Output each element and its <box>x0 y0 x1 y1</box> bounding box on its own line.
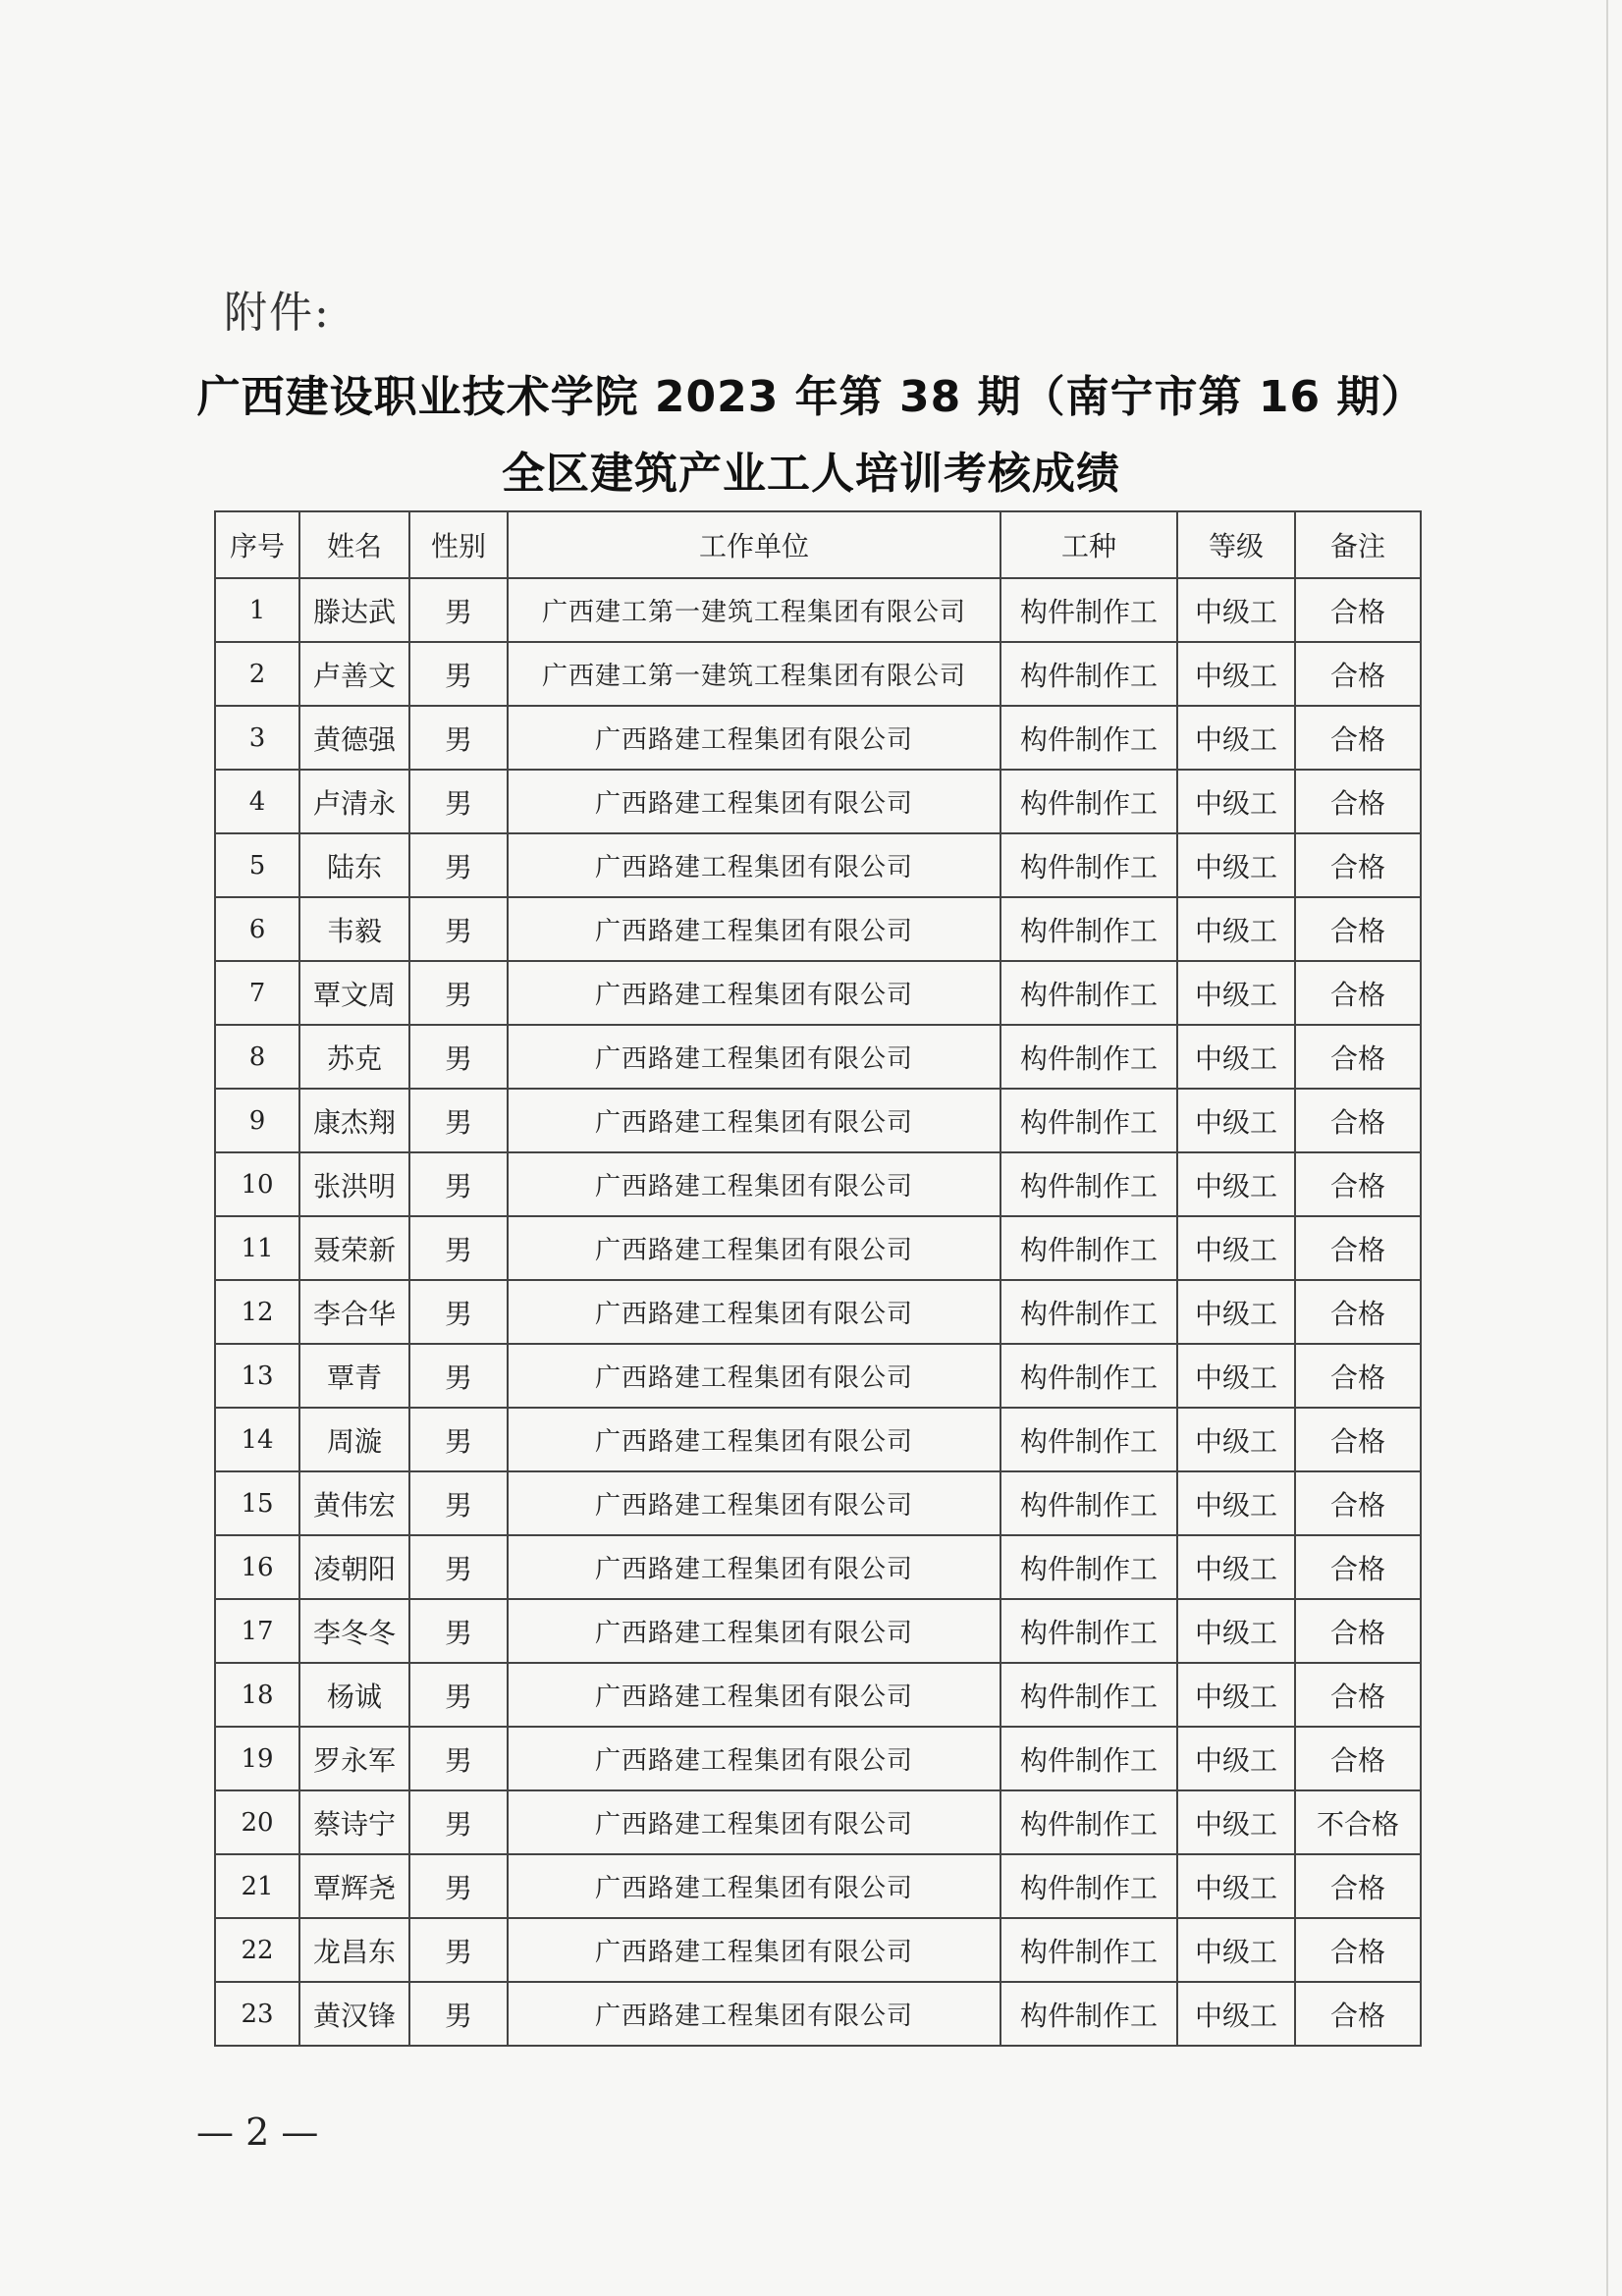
cell-employer: 广西路建工程集团有限公司 <box>508 833 1000 897</box>
cell-level: 中级工 <box>1177 1408 1295 1471</box>
cell-remark: 合格 <box>1295 1216 1421 1280</box>
cell-index: 4 <box>215 770 299 833</box>
cell-level: 中级工 <box>1177 1025 1295 1089</box>
cell-remark: 合格 <box>1295 770 1421 833</box>
cell-gender: 男 <box>409 1216 508 1280</box>
cell-gender: 男 <box>409 1982 508 2046</box>
table-row <box>215 897 1421 961</box>
cell-gender: 男 <box>409 1599 508 1663</box>
cell-gender: 男 <box>409 1790 508 1854</box>
cell-level: 中级工 <box>1177 706 1295 770</box>
cell-employer: 广西路建工程集团有限公司 <box>508 1854 1000 1918</box>
cell-index: 13 <box>215 1344 299 1408</box>
cell-trade: 构件制作工 <box>1000 706 1177 770</box>
header-employer: 工作单位 <box>508 511 1000 578</box>
cell-employer: 广西路建工程集团有限公司 <box>508 1599 1000 1663</box>
cell-gender: 男 <box>409 1918 508 1982</box>
cell-employer: 广西路建工程集团有限公司 <box>508 1089 1000 1152</box>
cell-level: 中级工 <box>1177 1535 1295 1599</box>
cell-remark: 合格 <box>1295 833 1421 897</box>
cell-trade: 构件制作工 <box>1000 1918 1177 1982</box>
table-row <box>215 706 1421 770</box>
cell-level: 中级工 <box>1177 1089 1295 1152</box>
cell-remark: 合格 <box>1295 1408 1421 1471</box>
cell-trade: 构件制作工 <box>1000 1663 1177 1727</box>
cell-remark: 合格 <box>1295 1471 1421 1535</box>
cell-name: 李冬冬 <box>299 1599 409 1663</box>
table-row <box>215 578 1421 642</box>
cell-trade: 构件制作工 <box>1000 770 1177 833</box>
cell-gender: 男 <box>409 1089 508 1152</box>
cell-index: 14 <box>215 1408 299 1471</box>
cell-index: 16 <box>215 1535 299 1599</box>
cell-trade: 构件制作工 <box>1000 1727 1177 1790</box>
cell-name: 龙昌东 <box>299 1918 409 1982</box>
table-row <box>215 1408 1421 1471</box>
cell-remark: 合格 <box>1295 1535 1421 1599</box>
cell-level: 中级工 <box>1177 1727 1295 1790</box>
cell-trade: 构件制作工 <box>1000 578 1177 642</box>
cell-index: 3 <box>215 706 299 770</box>
cell-remark: 合格 <box>1295 642 1421 706</box>
header-index: 序号 <box>215 511 299 578</box>
cell-employer: 广西路建工程集团有限公司 <box>508 897 1000 961</box>
cell-trade: 构件制作工 <box>1000 1471 1177 1535</box>
cell-index: 12 <box>215 1280 299 1344</box>
cell-employer: 广西路建工程集团有限公司 <box>508 1025 1000 1089</box>
page-number: — 2 — <box>196 2110 319 2154</box>
cell-level: 中级工 <box>1177 770 1295 833</box>
cell-trade: 构件制作工 <box>1000 1089 1177 1152</box>
cell-employer: 广西路建工程集团有限公司 <box>508 1152 1000 1216</box>
table-row <box>215 833 1421 897</box>
cell-level: 中级工 <box>1177 642 1295 706</box>
cell-gender: 男 <box>409 642 508 706</box>
cell-remark: 不合格 <box>1295 1790 1421 1854</box>
cell-trade: 构件制作工 <box>1000 897 1177 961</box>
cell-level: 中级工 <box>1177 833 1295 897</box>
cell-gender: 男 <box>409 897 508 961</box>
table-row <box>215 1471 1421 1535</box>
cell-employer: 广西路建工程集团有限公司 <box>508 1344 1000 1408</box>
cell-name: 覃文周 <box>299 961 409 1025</box>
cell-name: 张洪明 <box>299 1152 409 1216</box>
cell-index: 11 <box>215 1216 299 1280</box>
cell-trade: 构件制作工 <box>1000 1599 1177 1663</box>
header-level: 等级 <box>1177 511 1295 578</box>
table-row <box>215 1280 1421 1344</box>
table-row <box>215 1854 1421 1918</box>
cell-employer: 广西路建工程集团有限公司 <box>508 1727 1000 1790</box>
cell-gender: 男 <box>409 1854 508 1918</box>
table-row <box>215 1982 1421 2046</box>
cell-name: 黄汉锋 <box>299 1982 409 2046</box>
cell-level: 中级工 <box>1177 1471 1295 1535</box>
cell-trade: 构件制作工 <box>1000 1408 1177 1471</box>
cell-remark: 合格 <box>1295 1025 1421 1089</box>
table-row <box>215 1089 1421 1152</box>
cell-employer: 广西路建工程集团有限公司 <box>508 1280 1000 1344</box>
cell-employer: 广西路建工程集团有限公司 <box>508 1535 1000 1599</box>
table-row <box>215 1025 1421 1089</box>
cell-trade: 构件制作工 <box>1000 1982 1177 2046</box>
cell-index: 10 <box>215 1152 299 1216</box>
cell-employer: 广西路建工程集团有限公司 <box>508 770 1000 833</box>
cell-gender: 男 <box>409 578 508 642</box>
cell-trade: 构件制作工 <box>1000 1216 1177 1280</box>
table-row <box>215 770 1421 833</box>
cell-trade: 构件制作工 <box>1000 1854 1177 1918</box>
cell-index: 20 <box>215 1790 299 1854</box>
cell-gender: 男 <box>409 1471 508 1535</box>
cell-index: 5 <box>215 833 299 897</box>
cell-gender: 男 <box>409 770 508 833</box>
page-edge-line <box>1606 0 1608 2296</box>
cell-employer: 广西路建工程集团有限公司 <box>508 1982 1000 2046</box>
header-remark: 备注 <box>1295 511 1421 578</box>
cell-name: 蔡诗宁 <box>299 1790 409 1854</box>
cell-level: 中级工 <box>1177 1152 1295 1216</box>
table-row <box>215 1152 1421 1216</box>
cell-index: 6 <box>215 897 299 961</box>
cell-gender: 男 <box>409 1344 508 1408</box>
cell-employer: 广西路建工程集团有限公司 <box>508 1216 1000 1280</box>
cell-level: 中级工 <box>1177 1599 1295 1663</box>
cell-name: 陆东 <box>299 833 409 897</box>
cell-employer: 广西路建工程集团有限公司 <box>508 1918 1000 1982</box>
cell-remark: 合格 <box>1295 578 1421 642</box>
cell-employer: 广西路建工程集团有限公司 <box>508 1408 1000 1471</box>
cell-gender: 男 <box>409 961 508 1025</box>
attachment-label: 附件: <box>224 288 331 338</box>
cell-remark: 合格 <box>1295 1663 1421 1727</box>
table-row <box>215 642 1421 706</box>
cell-employer: 广西路建工程集团有限公司 <box>508 706 1000 770</box>
cell-level: 中级工 <box>1177 1982 1295 2046</box>
cell-gender: 男 <box>409 1280 508 1344</box>
cell-index: 22 <box>215 1918 299 1982</box>
cell-level: 中级工 <box>1177 1663 1295 1727</box>
cell-name: 卢善文 <box>299 642 409 706</box>
cell-gender: 男 <box>409 1152 508 1216</box>
cell-remark: 合格 <box>1295 1599 1421 1663</box>
cell-trade: 构件制作工 <box>1000 1280 1177 1344</box>
cell-remark: 合格 <box>1295 1344 1421 1408</box>
cell-trade: 构件制作工 <box>1000 833 1177 897</box>
cell-level: 中级工 <box>1177 578 1295 642</box>
cell-name: 覃辉尧 <box>299 1854 409 1918</box>
cell-remark: 合格 <box>1295 897 1421 961</box>
table-row <box>215 961 1421 1025</box>
cell-employer: 广西路建工程集团有限公司 <box>508 1471 1000 1535</box>
cell-level: 中级工 <box>1177 1854 1295 1918</box>
cell-name: 李合华 <box>299 1280 409 1344</box>
table-body <box>215 578 1421 2046</box>
cell-name: 卢清永 <box>299 770 409 833</box>
cell-level: 中级工 <box>1177 1216 1295 1280</box>
cell-gender: 男 <box>409 1408 508 1471</box>
table-row <box>215 1535 1421 1599</box>
cell-index: 7 <box>215 961 299 1025</box>
cell-name: 周漩 <box>299 1408 409 1471</box>
results-table <box>214 510 1422 2047</box>
cell-remark: 合格 <box>1295 1280 1421 1344</box>
cell-index: 18 <box>215 1663 299 1727</box>
document-title: 广西建设职业技术学院 2023 年第 38 期（南宁市第 16 期） <box>196 372 1426 422</box>
table-row <box>215 1663 1421 1727</box>
cell-index: 23 <box>215 1982 299 2046</box>
cell-name: 聂荣新 <box>299 1216 409 1280</box>
cell-name: 黄伟宏 <box>299 1471 409 1535</box>
cell-index: 1 <box>215 578 299 642</box>
cell-remark: 合格 <box>1295 1918 1421 1982</box>
cell-index: 2 <box>215 642 299 706</box>
table-row <box>215 1727 1421 1790</box>
cell-trade: 构件制作工 <box>1000 961 1177 1025</box>
cell-employer: 广西路建工程集团有限公司 <box>508 1790 1000 1854</box>
cell-remark: 合格 <box>1295 1982 1421 2046</box>
cell-gender: 男 <box>409 1535 508 1599</box>
cell-trade: 构件制作工 <box>1000 1344 1177 1408</box>
cell-trade: 构件制作工 <box>1000 1025 1177 1089</box>
header-name: 姓名 <box>299 511 409 578</box>
cell-name: 凌朝阳 <box>299 1535 409 1599</box>
cell-trade: 构件制作工 <box>1000 642 1177 706</box>
cell-index: 9 <box>215 1089 299 1152</box>
cell-index: 21 <box>215 1854 299 1918</box>
cell-index: 8 <box>215 1025 299 1089</box>
cell-index: 17 <box>215 1599 299 1663</box>
cell-name: 覃青 <box>299 1344 409 1408</box>
cell-level: 中级工 <box>1177 1344 1295 1408</box>
cell-name: 黄德强 <box>299 706 409 770</box>
cell-remark: 合格 <box>1295 961 1421 1025</box>
table-row <box>215 1216 1421 1280</box>
cell-level: 中级工 <box>1177 1918 1295 1982</box>
cell-trade: 构件制作工 <box>1000 1535 1177 1599</box>
cell-remark: 合格 <box>1295 1152 1421 1216</box>
cell-gender: 男 <box>409 1663 508 1727</box>
header-trade: 工种 <box>1000 511 1177 578</box>
cell-name: 韦毅 <box>299 897 409 961</box>
table-header-row <box>215 511 1421 578</box>
cell-remark: 合格 <box>1295 706 1421 770</box>
cell-index: 15 <box>215 1471 299 1535</box>
cell-gender: 男 <box>409 706 508 770</box>
table-row <box>215 1918 1421 1982</box>
cell-level: 中级工 <box>1177 961 1295 1025</box>
document-subtitle: 全区建筑产业工人培训考核成绩 <box>502 449 1120 499</box>
cell-employer: 广西建工第一建筑工程集团有限公司 <box>508 642 1000 706</box>
cell-remark: 合格 <box>1295 1089 1421 1152</box>
cell-name: 康杰翔 <box>299 1089 409 1152</box>
cell-name: 罗永军 <box>299 1727 409 1790</box>
cell-employer: 广西路建工程集团有限公司 <box>508 961 1000 1025</box>
cell-level: 中级工 <box>1177 1280 1295 1344</box>
cell-level: 中级工 <box>1177 897 1295 961</box>
cell-name: 苏克 <box>299 1025 409 1089</box>
cell-level: 中级工 <box>1177 1790 1295 1854</box>
cell-gender: 男 <box>409 1727 508 1790</box>
cell-trade: 构件制作工 <box>1000 1152 1177 1216</box>
cell-trade: 构件制作工 <box>1000 1790 1177 1854</box>
cell-remark: 合格 <box>1295 1854 1421 1918</box>
cell-employer: 广西建工第一建筑工程集团有限公司 <box>508 578 1000 642</box>
header-gender: 性别 <box>409 511 508 578</box>
cell-gender: 男 <box>409 833 508 897</box>
cell-gender: 男 <box>409 1025 508 1089</box>
table-row <box>215 1344 1421 1408</box>
cell-index: 19 <box>215 1727 299 1790</box>
cell-remark: 合格 <box>1295 1727 1421 1790</box>
cell-name: 滕达武 <box>299 578 409 642</box>
table-row <box>215 1599 1421 1663</box>
cell-employer: 广西路建工程集团有限公司 <box>508 1663 1000 1727</box>
table-row <box>215 1790 1421 1854</box>
cell-name: 杨诚 <box>299 1663 409 1727</box>
